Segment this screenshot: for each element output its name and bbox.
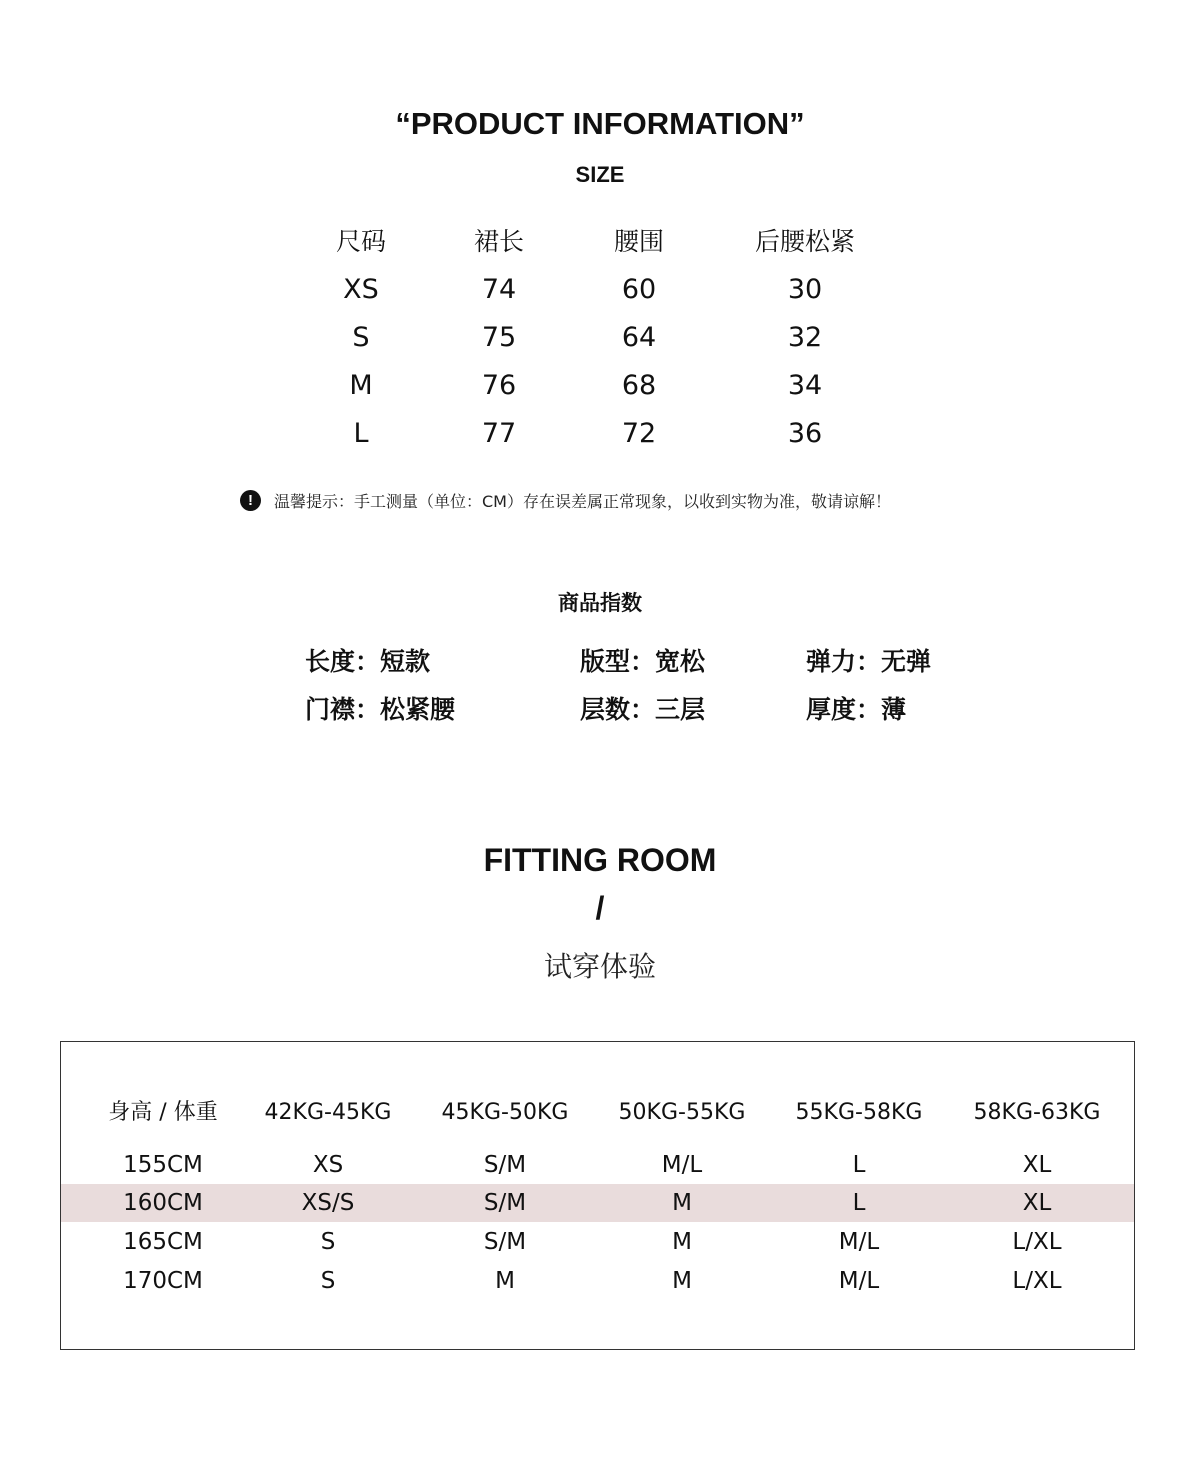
size-header-length: 裙长	[473, 227, 524, 256]
index-elasticity: 弹力：无弹	[806, 647, 932, 676]
fit-size-cell: M/L	[838, 1229, 880, 1255]
fitting-room-slash: /	[595, 890, 605, 926]
height-cell: 155CM	[123, 1152, 203, 1178]
table-row	[61, 1223, 1134, 1261]
length-cell: 76	[481, 370, 517, 401]
index-layers: 层数：三层	[580, 695, 706, 724]
product-index-title: 商品指数	[558, 591, 642, 615]
size-cell: S	[352, 322, 370, 353]
table-row	[61, 1146, 1134, 1184]
length-cell: 74	[481, 274, 517, 305]
fit-size-cell: M	[672, 1229, 692, 1255]
fit-size-cell: M	[495, 1268, 515, 1294]
fit-header-weight-4: 55KG-58KG	[795, 1100, 923, 1125]
fit-size-cell: S	[320, 1268, 336, 1294]
fit-size-cell: M/L	[661, 1152, 703, 1178]
index-row	[0, 642, 1200, 690]
fit-size-cell: L/XL	[1012, 1268, 1062, 1294]
height-cell: 160CM	[123, 1190, 203, 1216]
size-header-waist: 腰围	[613, 227, 664, 256]
fit-header-weight-5: 58KG-63KG	[973, 1100, 1101, 1125]
waist-cell: 60	[621, 274, 657, 305]
index-fit: 版型：宽松	[580, 647, 706, 676]
fit-header-weight-2: 45KG-50KG	[441, 1100, 569, 1125]
table-row	[0, 318, 1200, 366]
table-row	[0, 414, 1200, 462]
length-cell: 77	[481, 418, 517, 449]
fit-size-cell: L	[852, 1190, 866, 1216]
size-cell: XS	[343, 274, 379, 305]
table-row	[61, 1262, 1134, 1300]
height-cell: 165CM	[123, 1229, 203, 1255]
size-cell: M	[349, 370, 373, 401]
fit-size-cell: S/M	[483, 1152, 527, 1178]
fit-size-cell: S/M	[483, 1229, 527, 1255]
exclamation-circle-icon: !	[240, 490, 261, 511]
index-placket: 门襟：松紧腰	[305, 695, 456, 724]
back-waist-cell: 36	[787, 418, 823, 449]
fit-header-weight-3: 50KG-55KG	[618, 1100, 746, 1125]
table-row	[0, 270, 1200, 318]
waist-cell: 72	[621, 418, 657, 449]
fit-size-cell: XS	[312, 1152, 344, 1178]
fit-size-cell: XL	[1022, 1190, 1052, 1216]
fit-size-cell: XL	[1022, 1152, 1052, 1178]
waist-cell: 64	[621, 322, 657, 353]
size-subtitle: SIZE	[575, 162, 625, 187]
fit-size-cell: L/XL	[1012, 1229, 1062, 1255]
index-row	[0, 690, 1200, 738]
table-row-highlighted	[61, 1184, 1134, 1222]
size-table	[0, 222, 1200, 462]
fit-size-cell: L	[852, 1152, 866, 1178]
notice-text: 温馨提示：手工测量（单位：CM）存在误差属正常现象，以收到实物为准，敬请谅解！	[274, 491, 891, 511]
fit-size-cell: S/M	[483, 1190, 527, 1216]
waist-cell: 68	[621, 370, 657, 401]
back-waist-cell: 30	[787, 274, 823, 305]
table-row	[0, 366, 1200, 414]
fit-header-height-weight: 身高 / 体重	[108, 1100, 218, 1125]
fit-header-weight-1: 42KG-45KG	[264, 1100, 392, 1125]
index-length: 长度：短款	[305, 647, 431, 676]
fitting-table-header	[61, 1094, 1134, 1132]
fit-size-cell: XS/S	[301, 1190, 355, 1216]
product-information-title: “PRODUCT INFORMATION”	[395, 106, 805, 141]
fitting-room-title: FITTING ROOM	[483, 842, 717, 878]
fit-size-cell: M	[672, 1268, 692, 1294]
fitting-room-subtitle: 试穿体验	[543, 950, 656, 983]
size-header-back-waist: 后腰松紧	[754, 227, 855, 256]
fit-size-cell: S	[320, 1229, 336, 1255]
size-table-header	[0, 222, 1200, 270]
back-waist-cell: 32	[787, 322, 823, 353]
back-waist-cell: 34	[787, 370, 823, 401]
fit-size-cell: M/L	[838, 1268, 880, 1294]
product-index-grid	[0, 642, 1200, 738]
size-header-size: 尺码	[335, 227, 386, 256]
fitting-table	[60, 1041, 1135, 1350]
index-thickness: 厚度：薄	[806, 695, 907, 724]
height-cell: 170CM	[123, 1268, 203, 1294]
fit-size-cell: M	[672, 1190, 692, 1216]
size-cell: L	[353, 418, 369, 449]
measurement-notice	[240, 487, 980, 513]
length-cell: 75	[481, 322, 517, 353]
